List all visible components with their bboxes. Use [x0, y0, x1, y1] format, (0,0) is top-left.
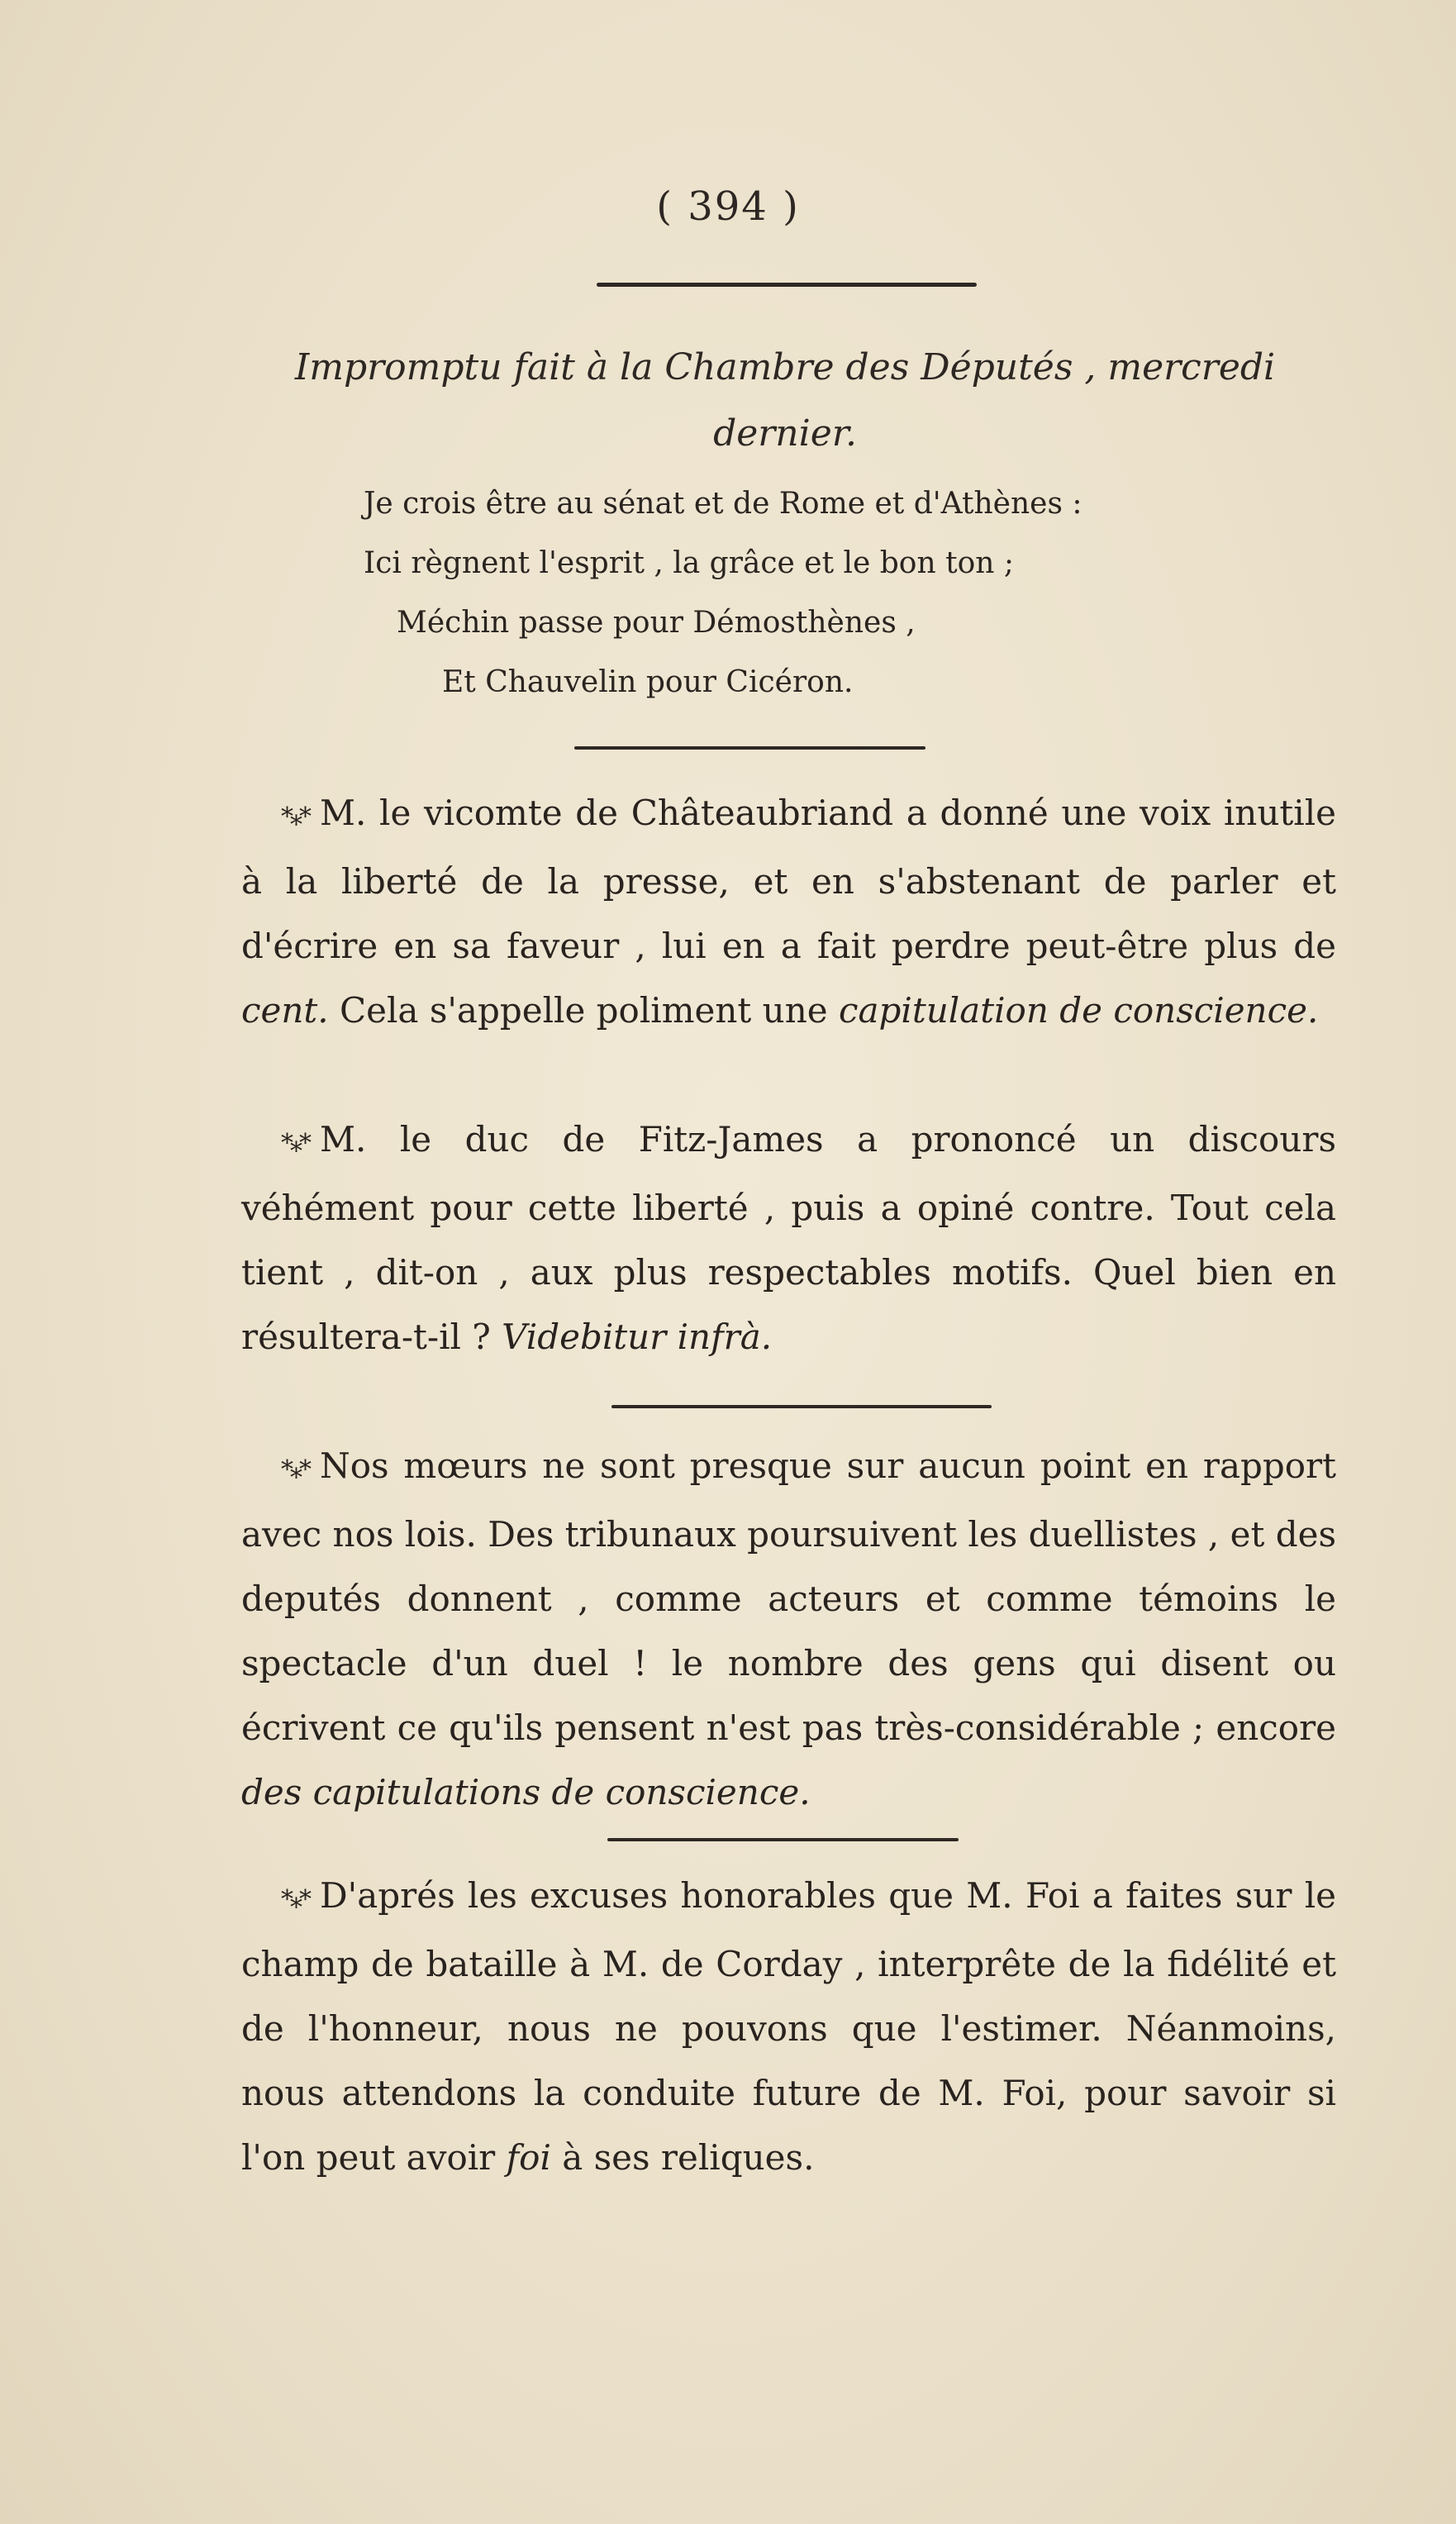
italic-text: des capitulations de conscience. [241, 1772, 811, 1812]
asterism-mark: *⁎* [281, 1455, 308, 1484]
header-rule [597, 283, 977, 287]
italic-text: capitulation de conscience. [838, 990, 1319, 1031]
paragraph-chateaubriand [241, 781, 1336, 1043]
verse-line-2: Ici règnent l'esprit , la grâce et le bon ton ; [364, 546, 1015, 580]
asterism-mark: *⁎* [281, 1129, 308, 1158]
separator-rule-1 [574, 746, 925, 750]
paragraph-text: D'aprés les excuses honorables que M. Foi a faites sur le champ de bataille à M. de Corday , interprête de la fidélité et de l'honneur, nous ne pouvons que l'estimer. Néanmoins, nous attendons la conduite future de M. Foi, pour savoir si l'on peut avoir [241, 1875, 1336, 2178]
title-line-2: dernier. [713, 412, 857, 455]
paragraph-duels [241, 1434, 1336, 1825]
italic-text: Videbitur infrà. [502, 1317, 773, 1357]
impromptu-title [236, 335, 1335, 467]
paragraph-text: Nos mœurs ne sont presque sur aucun point en rapport avec nos lois. Des tribunaux poursuivent les duellistes , et des deputés donnent , comme acteurs et comme témoins le spectacle d'un duel ! le nombre des gens qui disent ou écrivent ce qu'ils pensent n'est pas très-considérable ; encore [241, 1445, 1336, 1748]
verse-line-3: Méchin passe pour Démosthènes , [397, 606, 916, 640]
verse-line-1: Je crois être au sénat et de Rome et d'Athènes : [364, 487, 1082, 521]
italic-text: cent. [241, 990, 329, 1031]
asterism-mark: *⁎* [281, 1885, 308, 1914]
verse-line-4: Et Chauvelin pour Cicéron. [442, 665, 854, 699]
italic-text: foi [506, 2137, 551, 2178]
page-number: ( 394 ) [656, 183, 800, 230]
separator-rule-3 [607, 1838, 959, 1841]
paragraph-text: M. le duc de Fitz-James a prononcé un discours véhément pour cette liberté , puis a opiné contre. Tout cela tient , dit-on , aux plus respectables motifs. Quel bien en résultera-t-il ? [241, 1119, 1336, 1357]
paragraph-text: à ses reliques. [550, 2137, 815, 2178]
paragraph-fitz-james [241, 1107, 1336, 1369]
separator-rule-2 [611, 1405, 992, 1408]
paragraph-text: M. le vicomte de Châteaubriand a donné une voix inutile à la liberté de la presse, et en s'abstenant de parler et d'écrire en sa faveur , lui en a fait perdre peut-être plus de [241, 793, 1336, 966]
paragraph-text: Cela s'appelle poliment une [328, 990, 839, 1031]
title-line-1: Impromptu fait à la Chambre des Députés , mercredi [294, 346, 1276, 388]
verse-block [364, 474, 1082, 712]
paragraph-foi [241, 1864, 1336, 2190]
asterism-mark: *⁎* [281, 802, 308, 831]
